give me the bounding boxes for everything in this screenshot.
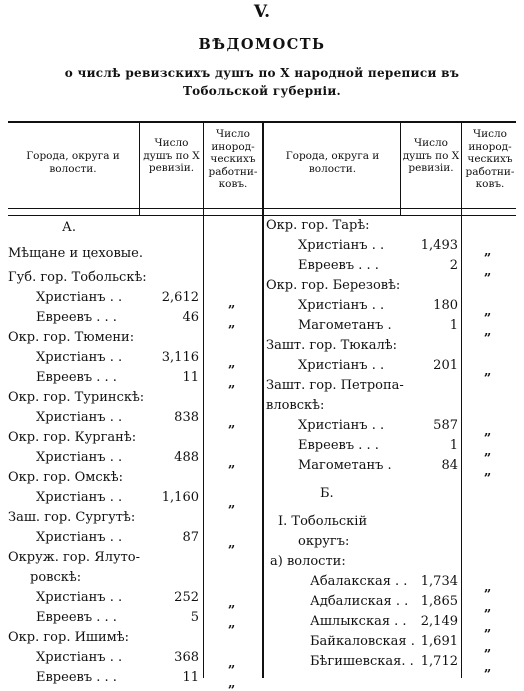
ditto-mark: „	[228, 376, 236, 391]
ditto-mark: „	[228, 416, 236, 431]
row-label: А.	[62, 220, 76, 235]
ditto-mark: „	[484, 304, 492, 319]
col-header-souls-left: Число душъ по X ревизіи.	[143, 137, 200, 174]
ditto-mark: „	[484, 580, 492, 595]
row-label: Христіанъ . .	[36, 290, 123, 305]
souls-count: 1,734	[420, 574, 458, 589]
col-header-workers-left: Число инород-ческихъ работни-ковъ.	[208, 128, 258, 190]
row-label: Евреевъ . . .	[36, 370, 117, 385]
row-label: Христіанъ . .	[36, 530, 123, 545]
souls-count: 587	[433, 418, 458, 433]
row-label: Бѣгишевская. .	[310, 654, 414, 669]
col-header-souls-right: Число душъ по X ревизіи.	[402, 137, 460, 174]
souls-count: 87	[182, 530, 199, 545]
ditto-mark: „	[228, 456, 236, 471]
row-label: Байкаловская .	[310, 634, 415, 649]
col-header-place-left: Города, округа и волости.	[26, 150, 120, 175]
row-label: Евреевъ . . .	[298, 258, 379, 273]
row-label: Заш. гор. Сургутѣ:	[8, 510, 136, 525]
ditto-mark: „	[484, 640, 492, 655]
row-label: Христіанъ . .	[36, 650, 123, 665]
row-label: Христіанъ . .	[36, 590, 123, 605]
ditto-mark: „	[228, 296, 236, 311]
ditto-mark: „	[228, 656, 236, 671]
row-label: Мѣщане и цеховые.	[8, 246, 143, 261]
row-label: Окр. гор. Березовѣ:	[266, 278, 401, 293]
ditto-mark: „	[484, 244, 492, 259]
souls-count: 1,865	[420, 594, 458, 609]
row-label: Евреевъ . . .	[36, 610, 117, 625]
subtitle-line-1: о числѣ ревизскихъ душъ по X народной переписи въ	[64, 66, 460, 80]
ditto-mark: „	[228, 356, 236, 371]
row-label: Окр. гор. Ишимѣ:	[8, 630, 130, 645]
row-label: а) волости:	[270, 554, 346, 569]
ditto-mark: „	[484, 620, 492, 635]
col-divider-center	[262, 123, 264, 678]
row-label: Магометанъ .	[298, 318, 392, 333]
row-label: Христіанъ . .	[36, 410, 123, 425]
souls-count: 201	[433, 358, 458, 373]
row-label: округъ:	[298, 534, 350, 549]
souls-count: 3,116	[161, 350, 199, 365]
row-label: Евреевъ . . .	[36, 670, 117, 685]
row-label: Абалакская . .	[310, 574, 408, 589]
row-label: Губ. гор. Тобольскѣ:	[8, 270, 147, 285]
ditto-mark: „	[484, 444, 492, 459]
row-label: Окр. гор. Тюмени:	[8, 330, 135, 345]
ditto-mark: „	[228, 596, 236, 611]
row-label: Б.	[320, 486, 334, 501]
ditto-mark: „	[228, 316, 236, 331]
souls-count: 84	[441, 458, 458, 473]
souls-count: 46	[182, 310, 199, 325]
souls-count: 5	[190, 610, 199, 625]
ditto-mark: „	[228, 676, 236, 691]
ditto-mark: „	[484, 660, 492, 675]
col-divider	[203, 123, 204, 678]
ditto-mark: „	[484, 424, 492, 439]
subtitle-line-2: Тобольской губерніи.	[182, 84, 342, 98]
souls-count: 488	[174, 450, 199, 465]
souls-count: 838	[174, 410, 199, 425]
souls-count: 368	[174, 650, 199, 665]
row-label: Магометанъ .	[298, 458, 392, 473]
row-label: Окр. гор. Туринскѣ:	[8, 390, 145, 405]
row-label: Адбалиская . .	[310, 594, 409, 609]
row-label: Христіанъ . .	[298, 238, 385, 253]
row-label: Ашлыкская . .	[310, 614, 407, 629]
col-divider	[461, 123, 462, 678]
souls-count: 252	[174, 590, 199, 605]
ditto-mark: „	[228, 496, 236, 511]
ditto-mark: „	[228, 536, 236, 551]
row-label: Евреевъ . . .	[36, 310, 117, 325]
ditto-mark: „	[484, 600, 492, 615]
souls-count: 2,149	[420, 614, 458, 629]
row-label: Зашт. гор. Петропа-	[266, 378, 404, 393]
row-label: Евреевъ . . .	[298, 438, 379, 453]
souls-count: 2,612	[161, 290, 199, 305]
souls-count: 1,712	[420, 654, 458, 669]
col-header-workers-right: Число инород-ческихъ работни-ковъ.	[465, 128, 515, 190]
ditto-mark: „	[484, 464, 492, 479]
col-header-place-right: Города, округа и волости.	[285, 150, 380, 175]
row-label: Окр. гор. Тарѣ:	[266, 218, 370, 233]
souls-count: 11	[182, 370, 199, 385]
row-label: Христіанъ . .	[36, 490, 123, 505]
row-label: Христіанъ . .	[36, 350, 123, 365]
row-label: Окр. гор. Омскѣ:	[8, 470, 123, 485]
row-label: Христіанъ . .	[298, 418, 385, 433]
souls-count: 1,493	[420, 238, 458, 253]
ditto-mark: „	[484, 324, 492, 339]
souls-count: 2	[449, 258, 458, 273]
section-number: V.	[253, 2, 271, 22]
souls-count: 1	[449, 318, 458, 333]
row-label: Христіанъ . .	[298, 298, 385, 313]
document-title: ВѢДОМОСТЬ	[198, 36, 326, 53]
souls-count: 11	[182, 670, 199, 685]
ditto-mark: „	[484, 264, 492, 279]
row-label: Зашт. гор. Тюкалѣ:	[266, 338, 397, 353]
row-label: Христіанъ . .	[298, 358, 385, 373]
row-label: вловскѣ:	[266, 398, 325, 413]
souls-count: 1,691	[420, 634, 458, 649]
souls-count: 1	[449, 438, 458, 453]
ditto-mark: „	[484, 364, 492, 379]
row-label: Окр. гор. Курганѣ:	[8, 430, 137, 445]
souls-count: 1,160	[161, 490, 199, 505]
row-label: ровскѣ:	[30, 570, 82, 585]
row-label: I. Тобольскій	[278, 514, 368, 529]
row-label: Окруж. гор. Ялуто-	[8, 550, 141, 565]
row-label: Христіанъ . .	[36, 450, 123, 465]
ditto-mark: „	[228, 616, 236, 631]
souls-count: 180	[433, 298, 458, 313]
